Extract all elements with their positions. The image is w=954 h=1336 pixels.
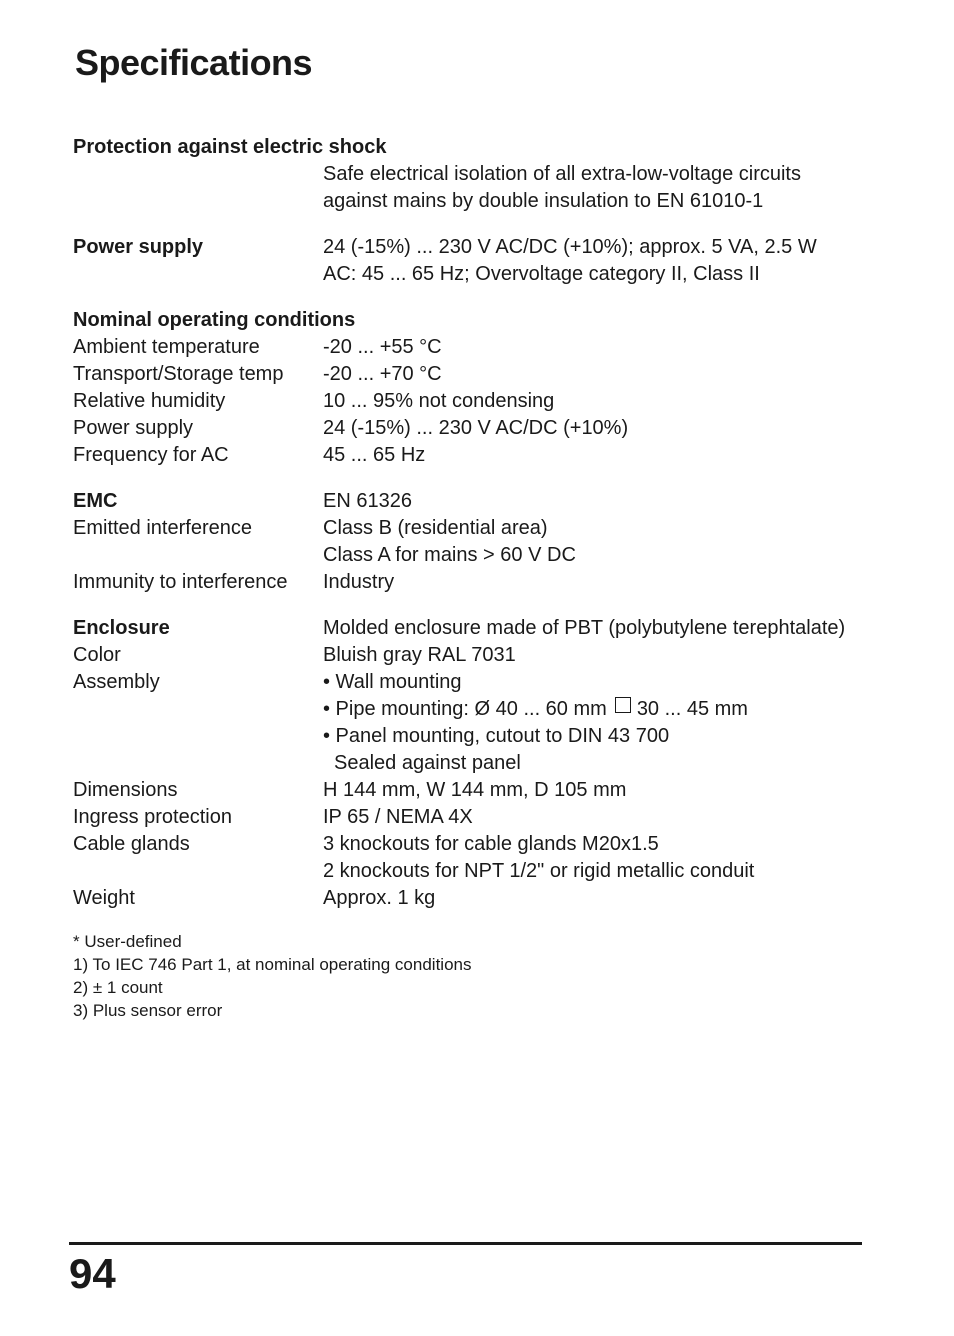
glands-label: Cable glands — [73, 833, 190, 855]
glands-row — [73, 858, 903, 885]
protection-heading-row — [73, 134, 903, 161]
footnotes — [73, 930, 471, 1022]
nominal-row — [73, 361, 903, 388]
glands-value: 2 knockouts for NPT 1/2" or rigid metallic conduit — [323, 860, 755, 882]
nominal-label: Power supply — [73, 417, 194, 439]
weight-label: Weight — [73, 887, 135, 909]
nominal-value: 10 ... 95% not condensing — [323, 390, 555, 412]
power-supply-label: Power supply — [73, 236, 204, 258]
footer-rule — [69, 1242, 862, 1245]
color-value: Bluish gray RAL 7031 — [323, 644, 516, 666]
ingress-label: Ingress protection — [73, 806, 232, 828]
nominal-row — [73, 415, 903, 442]
page-number: 94 — [69, 1250, 116, 1297]
emitted-label: Emitted interference — [73, 517, 252, 539]
assembly-pipe-b: 30 ... 45 mm — [636, 698, 748, 720]
assembly-row — [73, 723, 903, 750]
weight-value: Approx. 1 kg — [323, 887, 436, 909]
glands-row — [73, 831, 903, 858]
emitted-value: Class B (residential area) — [323, 517, 548, 539]
enclosure-value: Molded enclosure made of PBT (polybutylene terephtalate) — [323, 617, 846, 639]
emc-label: EMC — [73, 490, 118, 512]
section-protection — [73, 134, 903, 215]
assembly-pipe-a: • Pipe mounting: Ø 40 ... 60 mm — [323, 698, 607, 720]
nominal-row — [73, 442, 903, 469]
section-enclosure — [73, 615, 903, 912]
page-title: Specifications — [75, 42, 313, 83]
assembly-sealed: Sealed against panel — [334, 752, 521, 774]
enclosure-row — [73, 615, 903, 642]
protection-line-row — [73, 188, 903, 215]
dimensions-label: Dimensions — [73, 779, 178, 801]
assembly-pipe — [323, 696, 903, 723]
nominal-value: -20 ... +70 °C — [323, 363, 442, 385]
emitted-row — [73, 542, 903, 569]
protection-heading: Protection against electric shock — [73, 136, 387, 158]
weight-row — [73, 885, 903, 912]
assembly-row — [73, 669, 903, 696]
assembly-row — [73, 696, 903, 723]
emc-row — [73, 488, 903, 515]
nominal-row — [73, 388, 903, 415]
immunity-value: Industry — [323, 571, 395, 593]
nominal-label: Relative humidity — [73, 390, 226, 412]
protection-value: Safe electrical isolation of all extra-low-voltage circuits — [323, 163, 801, 185]
power-supply-row — [73, 234, 903, 261]
section-power-supply — [73, 234, 903, 288]
assembly-wall: • Wall mounting — [323, 671, 462, 693]
color-row — [73, 642, 903, 669]
nominal-value: 24 (-15%) ... 230 V AC/DC (+10%) — [323, 417, 629, 439]
square-icon — [615, 697, 631, 713]
color-label: Color — [73, 644, 121, 666]
emitted-value: Class A for mains > 60 V DC — [323, 544, 576, 566]
protection-line-row — [73, 161, 903, 188]
assembly-panel: • Panel mounting, cutout to DIN 43 700 — [323, 725, 670, 747]
nominal-label: Frequency for AC — [73, 444, 229, 466]
footnote: * User-defined — [73, 932, 182, 951]
nominal-label: Ambient temperature — [73, 336, 260, 358]
dimensions-row — [73, 777, 903, 804]
protection-value: against mains by double insulation to EN 61010-1 — [323, 190, 764, 212]
emitted-row — [73, 515, 903, 542]
emc-value: EN 61326 — [323, 490, 412, 512]
assembly-label: Assembly — [73, 671, 160, 693]
ingress-value: IP 65 / NEMA 4X — [323, 806, 473, 828]
nominal-heading-row — [73, 307, 903, 334]
section-nominal-conditions — [73, 307, 903, 469]
section-emc — [73, 488, 903, 596]
immunity-row — [73, 569, 903, 596]
power-supply-value: 24 (-15%) ... 230 V AC/DC (+10%); approx. 5 VA, 2.5 W — [323, 236, 817, 258]
nominal-heading: Nominal operating conditions — [73, 309, 356, 331]
nominal-label: Transport/Storage temp — [73, 363, 284, 385]
footnote: 1) To IEC 746 Part 1, at nominal operating conditions — [73, 955, 472, 974]
ingress-row — [73, 804, 903, 831]
specifications-table — [73, 134, 903, 931]
nominal-value: -20 ... +55 °C — [323, 336, 442, 358]
nominal-value: 45 ... 65 Hz — [323, 444, 426, 466]
nominal-row — [73, 334, 903, 361]
glands-value: 3 knockouts for cable glands M20x1.5 — [323, 833, 659, 855]
immunity-label: Immunity to interference — [73, 571, 288, 593]
footnote: 2) ± 1 count — [73, 978, 163, 997]
power-supply-value: AC: 45 ... 65 Hz; Overvoltage category II, Class II — [323, 263, 760, 285]
power-supply-row — [73, 261, 903, 288]
footnote: 3) Plus sensor error — [73, 1001, 223, 1020]
dimensions-value: H 144 mm, W 144 mm, D 105 mm — [323, 779, 627, 801]
assembly-row — [73, 750, 903, 777]
enclosure-label: Enclosure — [73, 617, 170, 639]
